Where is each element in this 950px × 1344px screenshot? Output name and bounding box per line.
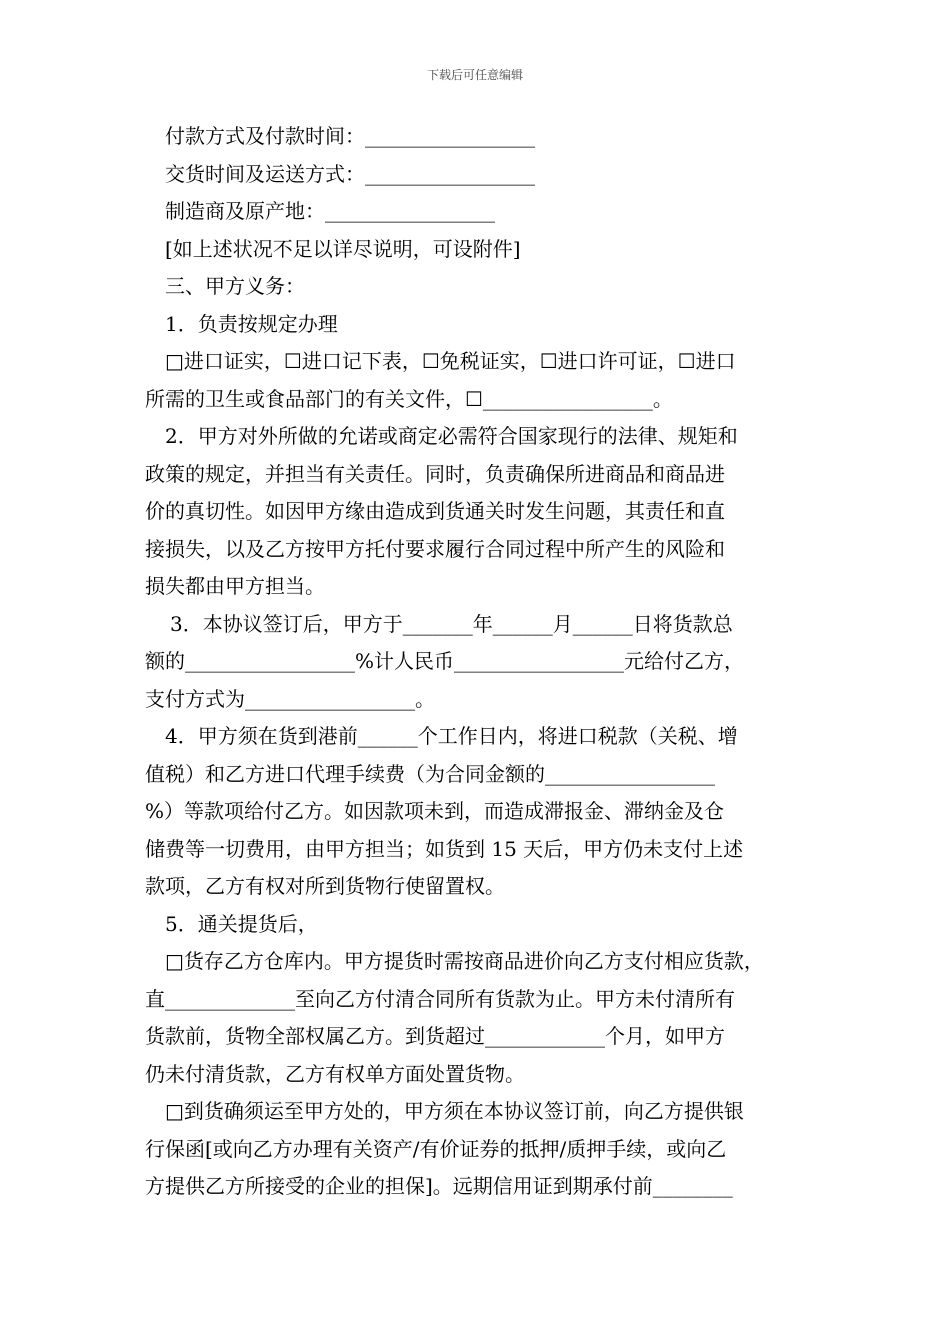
text-line: 支付方式为_________________。 (145, 686, 435, 711)
text-line: %）等款项给付乙方。如因款项未到，而造成滞报金、滞纳金及仓 (145, 799, 725, 823)
text-line: 制造商及原产地：_________________ (165, 199, 495, 223)
text-line: 直_____________至向乙方付清合同所有货款为止。甲方未付清所有 (145, 986, 735, 1011)
text-line: 损失都由甲方担当。 (145, 574, 325, 598)
text-line: 3．本协议签订后，甲方于_______年______月______日将货款总 (170, 611, 733, 636)
text-line: 行保函[或向乙方办理有关资产/有价证券的抵押/质押手续，或向乙 (145, 1136, 727, 1161)
text-line: 额的_________________%计人民币_________________元给付乙方， (145, 649, 745, 673)
text-line: 政策的规定，并担当有关责任。同时，负责确保所进商品和商品进 (145, 461, 725, 486)
text-line: 仍未付清货款，乙方有权单方面处置货物。 (145, 1061, 525, 1086)
text-line: 付款方式及付款时间：_________________ (165, 124, 535, 148)
text-line: 方提供乙方所接受的企业的担保]。远期信用证到期承付前________ (145, 1174, 733, 1198)
page-header: 下载后可任意编辑 (426, 68, 523, 82)
text-line: 储费等一切费用，由甲方担当；如货到 15 天后，甲方仍未支付上述 (145, 836, 744, 861)
text-line: □进口证实，☐进口记下表，☐免税证实，☐进口许可证，☐进口 (165, 349, 736, 373)
text-line: 1．负责按规定办理 (165, 311, 338, 336)
text-line: 4．甲方须在货到港前______个工作日内，将进口税款（关税、增 (165, 724, 738, 748)
text-line: 2．甲方对外所做的允诺或商定必需符合国家现行的法律、规矩和 (165, 424, 738, 448)
text-line: 三、甲方义务： (165, 274, 305, 298)
text-line: 价的真切性。如因甲方缘由造成到货通关时发生问题，其责任和直 (145, 499, 725, 523)
text-line: [如上述状况不足以详尽说明，可设附件] (165, 236, 521, 261)
text-line: 货款前，货物全部权属乙方。到货超过____________个月，如甲方 (145, 1024, 725, 1048)
text-line: □货存乙方仓库内。甲方提货时需按商品进价向乙方支付相应货款， (165, 949, 764, 973)
text-line: 值税）和乙方进口代理手续费（为合同金额的_________________ (145, 761, 715, 786)
text-line: 所需的卫生或食品部门的有关文件，☐_________________。 (145, 386, 673, 411)
text-line: 接损失，以及乙方按甲方托付要求履行合同过程中所产生的风险和 (145, 536, 725, 561)
document-body (145, 118, 810, 1206)
text-line: 交货时间及运送方式：_________________ (165, 161, 535, 186)
text-line: □到货确须运至甲方处的，甲方须在本协议签订前，向乙方提供银 (165, 1099, 744, 1123)
text-line: 5．通关提货后， (165, 911, 318, 936)
text-line: 款项，乙方有权对所到货物行使留置权。 (145, 874, 505, 898)
